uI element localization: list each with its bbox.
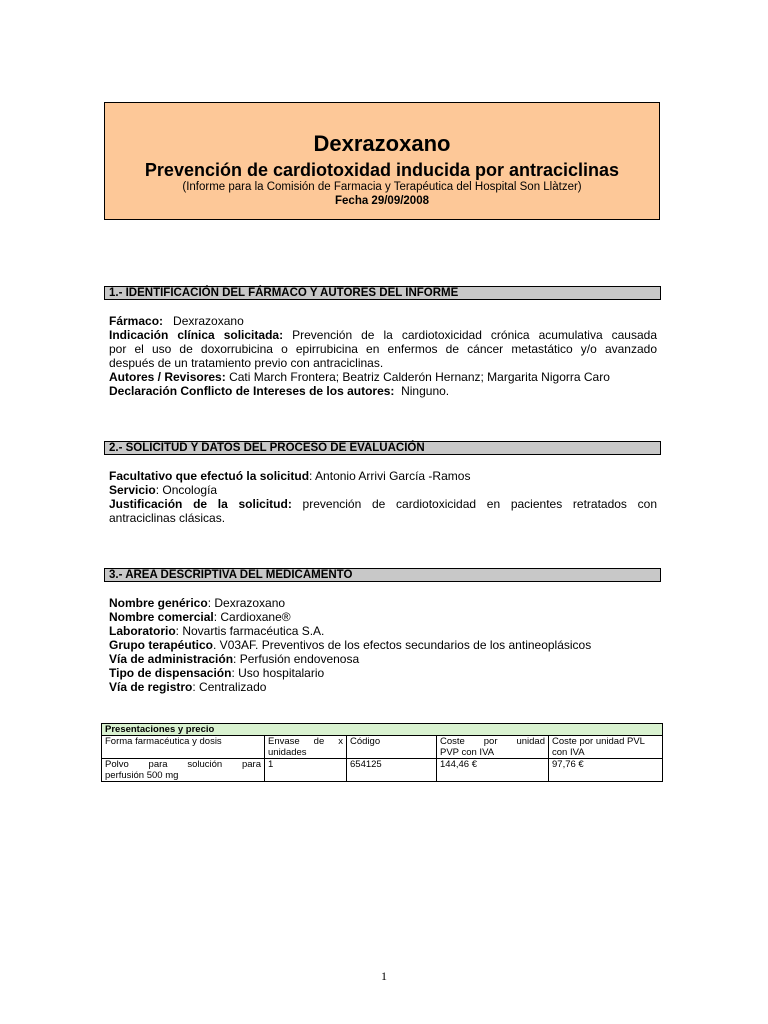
servicio-line: [109, 483, 657, 497]
facultativo-value: : Antonio Arrivi García -Ramos: [309, 469, 471, 483]
cell-pvl: 97,76 €: [549, 759, 663, 782]
nombre-generico-value: : Dexrazoxano: [207, 596, 286, 610]
cell-envase: 1: [265, 759, 347, 782]
cell-forma-line2: perfusión 500 mg: [105, 770, 179, 781]
section-2-content: [109, 469, 657, 525]
header-pvp-line2: PVP con IVA: [440, 747, 495, 758]
table-caption: Presentaciones y precio: [102, 724, 663, 736]
declaracion-line: [109, 384, 657, 398]
via-registro-label: Vía de registro: [109, 680, 193, 694]
header-pvl-line2: con IVA: [552, 747, 585, 758]
section-3-content: [109, 596, 657, 694]
declaracion-value: Ninguno.: [401, 384, 450, 398]
cell-forma: [102, 759, 265, 782]
header-pvl-line1: Coste por unidad PVL: [552, 736, 645, 747]
via-administracion-line: [109, 652, 657, 666]
via-administracion-label: Vía de administración: [109, 652, 234, 666]
justificacion-line-2: antraciclinas clásicas.: [109, 511, 226, 525]
indicacion-text-1: Prevención de la cardiotoxicidad crónica acumulativa causada: [292, 328, 658, 342]
grupo-terapeutico-label: Grupo terapéutico: [109, 638, 214, 652]
servicio-value: : Oncología: [155, 483, 218, 497]
indicacion-line-2: por el uso de doxorrubicina o epirrubicina en enfermos de cáncer metastático y/o avanzado: [109, 342, 657, 356]
farmaco-label: Fármaco:: [109, 314, 164, 328]
autores-line: [109, 370, 657, 384]
report-title: Dexrazoxano: [313, 131, 451, 156]
report-note: (Informe para la Comisión de Farmacia y Terapéutica del Hospital Son Llàtzer): [182, 181, 582, 193]
autores-label: Autores / Revisores:: [109, 370, 226, 384]
section-1-content: [109, 314, 657, 398]
header-envase: [265, 736, 347, 759]
report-subtitle: Prevención de cardiotoxidad inducida por antraciclinas: [144, 160, 620, 180]
indicacion-line-3: después de un tratamiento previo con antraciclinas.: [109, 356, 384, 370]
laboratorio-line: [109, 624, 657, 638]
header-pvp-line1: Coste por unidad: [440, 736, 545, 747]
via-administracion-value: : Perfusión endovenosa: [233, 652, 360, 666]
section-2-heading: 2.- SOLICITUD Y DATOS DEL PROCESO DE EVALUACIÓN: [104, 441, 661, 455]
table-row: [102, 759, 663, 782]
via-registro-value: : Centralizado: [192, 680, 267, 694]
nombre-generico-label: Nombre genérico: [109, 596, 208, 610]
header-envase-line1: Envase de x: [268, 736, 343, 747]
cell-forma-line1: Polvo para solución para: [105, 759, 261, 770]
page-number: 1: [381, 969, 387, 983]
laboratorio-value: : Novartis farmacéutica S.A.: [175, 624, 325, 638]
header-codigo: Código: [347, 736, 437, 759]
header-forma: Forma farmacéutica y dosis: [102, 736, 265, 759]
report-date: Fecha 29/09/2008: [335, 195, 429, 207]
indicacion-line-1: [109, 328, 657, 342]
section-1-heading: 1.- IDENTIFICACIÓN DEL FÁRMACO Y AUTORES DEL INFORME: [104, 286, 661, 300]
nombre-comercial-label: Nombre comercial: [109, 610, 214, 624]
via-registro-line: [109, 680, 657, 694]
table-header-row: [102, 736, 663, 759]
farmaco-value: Dexrazoxano: [173, 314, 244, 328]
grupo-terapeutico-line: [109, 638, 657, 652]
header-envase-line2: unidades: [268, 747, 307, 758]
report-title-box: [104, 102, 660, 220]
presentations-table: [101, 723, 663, 782]
tipo-dispensacion-label: Tipo de dispensación: [109, 666, 232, 680]
header-pvp: [437, 736, 549, 759]
nombre-generico-line: [109, 596, 657, 610]
section-3-heading: 3.- AREA DESCRIPTIVA DEL MEDICAMENTO: [104, 568, 661, 582]
laboratorio-label: Laboratorio: [109, 624, 176, 638]
servicio-label: Servicio: [109, 483, 156, 497]
facultativo-line: [109, 469, 657, 483]
declaracion-label: Declaración Conflicto de Intereses de los autores:: [109, 384, 395, 398]
table-caption-row: [102, 724, 663, 736]
farmaco-line: [109, 314, 657, 328]
facultativo-label: Facultativo que efectuó la solicitud: [109, 469, 310, 483]
tipo-dispensacion-value: : Uso hospitalario: [231, 666, 325, 680]
justificacion-label: Justificación de la solicitud:: [109, 497, 292, 511]
grupo-terapeutico-value: . V03AF. Preventivos de los efectos secundarios de los antineoplásicos: [213, 638, 592, 652]
justificacion-text-1: prevención de cardiotoxicidad en pacientes retratados con: [302, 497, 657, 511]
nombre-comercial-value: : Cardioxane®: [213, 610, 291, 624]
nombre-comercial-line: [109, 610, 657, 624]
header-pvl: [549, 736, 663, 759]
cell-codigo: 654125: [347, 759, 437, 782]
tipo-dispensacion-line: [109, 666, 657, 680]
autores-value: Cati March Frontera; Beatriz Calderón Hernanz; Margarita Nigorra Caro: [229, 370, 610, 384]
cell-pvp: 144,46 €: [437, 759, 549, 782]
indicacion-label: Indicación clínica solicitada:: [109, 328, 284, 342]
justificacion-line-1: [109, 497, 657, 511]
